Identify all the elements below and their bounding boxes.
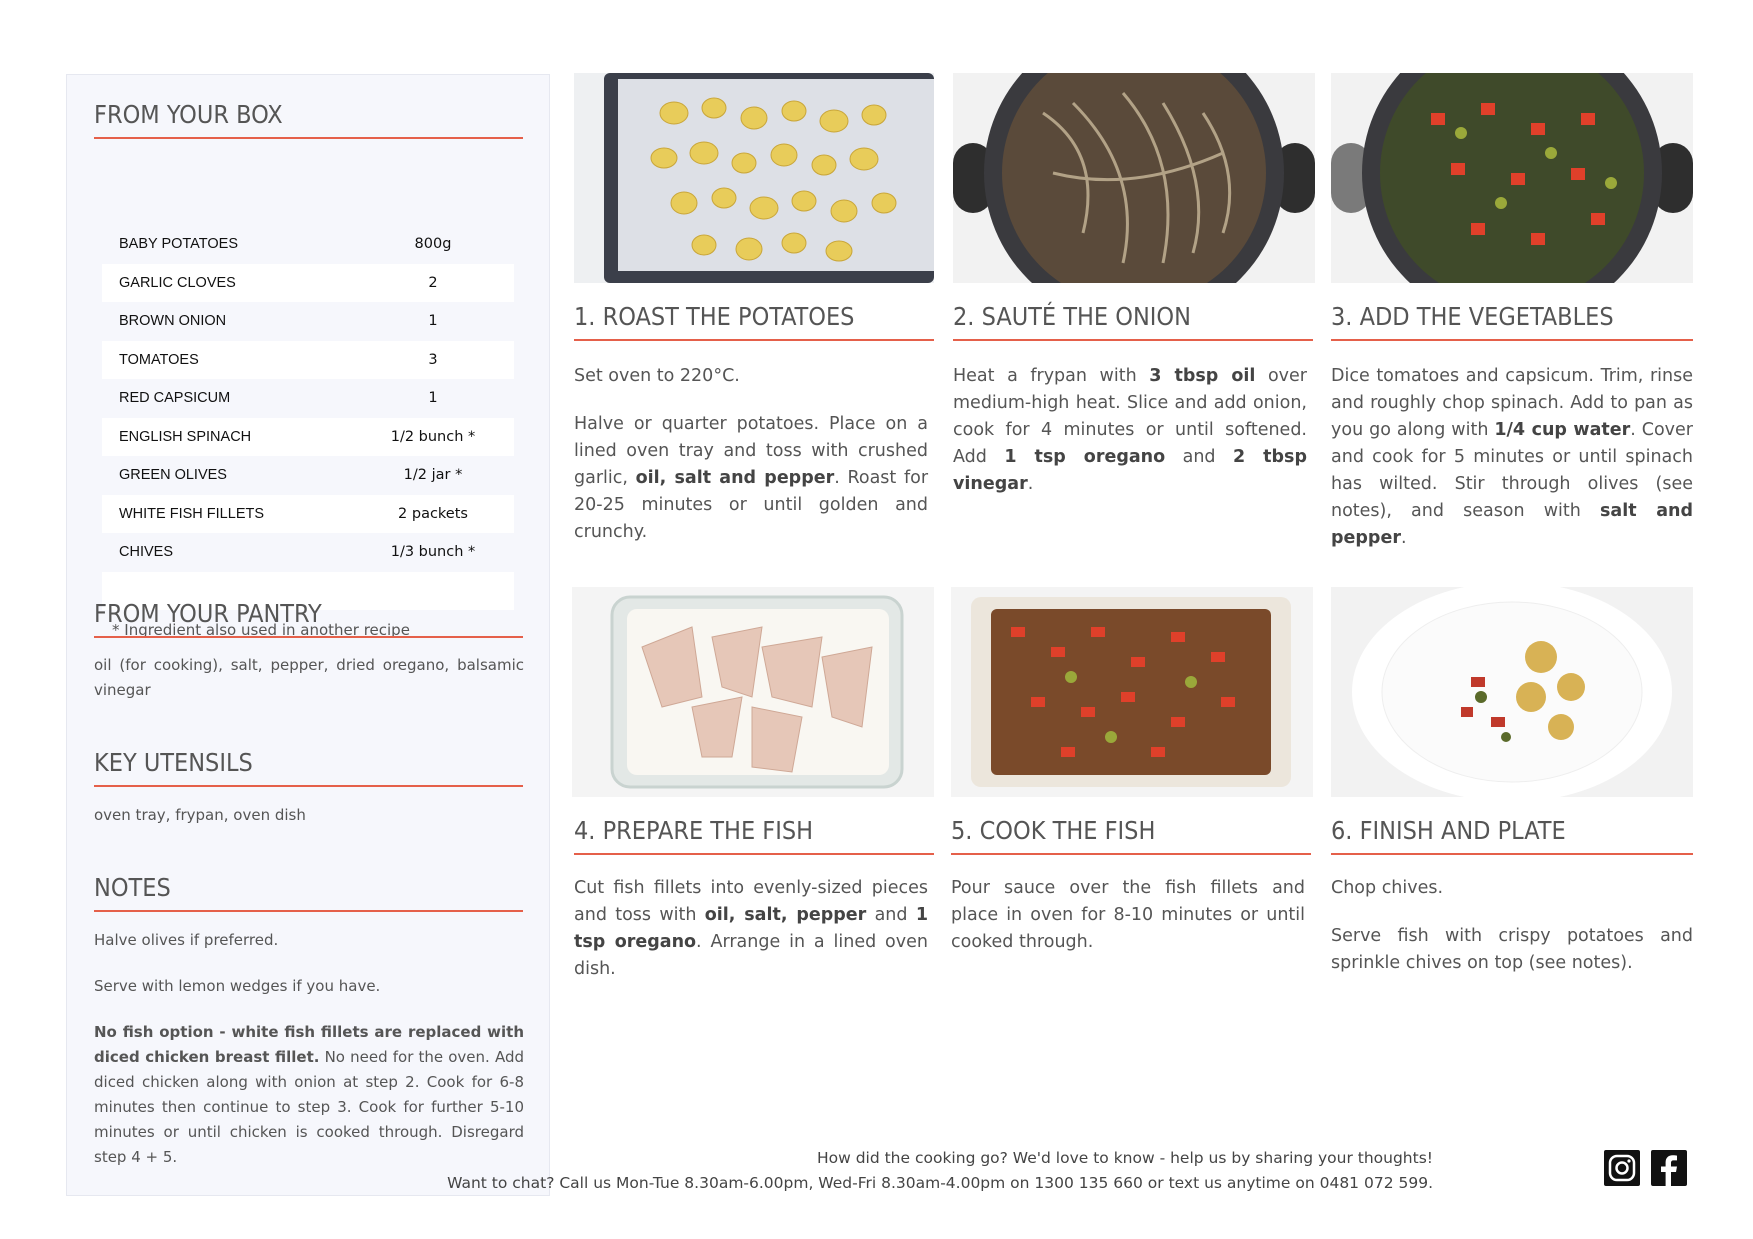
note-3-rest: No need for the oven. Add diced chicken along with onion at step 2. Cook for 6-8 minutes then continue to step 3. Cook for further 5-10 minutes or until chicken is cooked through. Disregard step 4 + 5. — [94, 1048, 524, 1166]
ingredient-row — [102, 264, 514, 303]
ingredient-row — [102, 341, 514, 380]
step-6-photo — [1331, 587, 1693, 797]
ingredient-quantity: 1/3 bunch * — [390, 544, 476, 561]
step-5-para-1: Pour sauce over the fish fillets and place in oven for 8-10 minutes or until cooked through. — [951, 878, 1305, 952]
ingredient-name: BROWN ONION — [119, 313, 227, 330]
step-4-text — [574, 875, 928, 1004]
step-2-text-e: and — [1165, 447, 1233, 467]
ingredient-quantity: 1/2 jar * — [403, 467, 463, 484]
key-utensils-title: KEY UTENSILS — [94, 749, 523, 787]
step-3-text-a: Dice tomatoes and capsicum. Trim, rinse and roughly chop spinach. Add to pan as you go along with — [1331, 366, 1693, 440]
ingredient-row — [102, 418, 514, 457]
ingredient-quantity: 1 — [428, 313, 438, 330]
step-2-photo — [953, 73, 1315, 283]
step-1-text-c: . Roast for 20-25 minutes or until golden and crunchy. — [574, 468, 929, 542]
step-1-text — [574, 363, 928, 567]
ingredient-name: WHITE FISH FILLETS — [119, 505, 265, 522]
step-2-para-1 — [953, 363, 1307, 498]
step-6-para-2: Serve fish with crispy potatoes and sprinkle chives on top (see notes). — [1331, 926, 1693, 973]
ingredient-name: CHIVES — [119, 544, 173, 561]
from-your-pantry-title: FROM YOUR PANTRY — [94, 600, 523, 638]
ingredient-row — [102, 379, 514, 418]
ingredient-quantity: 1/2 bunch * — [390, 428, 476, 445]
step-2-text-a: Heat a frypan with — [953, 366, 1150, 386]
ingredient-row — [102, 225, 514, 264]
note-2: Serve with lemon wedges if you have. — [94, 977, 381, 995]
step-4-text-b: oil, salt, pepper — [704, 905, 867, 925]
step-1-photo — [574, 73, 934, 283]
utensils-text: oven tray, frypan, oven dish — [94, 806, 306, 824]
ingredient-name: GREEN OLIVES — [119, 467, 227, 484]
ingredient-row — [102, 495, 514, 534]
note-1: Halve olives if preferred. — [94, 931, 279, 949]
step-6-text — [1331, 875, 1693, 998]
step-4-text-d: 1 tsp oregano — [574, 905, 928, 952]
ingredient-name: GARLIC CLOVES — [119, 274, 236, 291]
from-your-box-title: FROM YOUR BOX — [94, 101, 523, 139]
ingredient-quantity: 2 — [428, 274, 438, 291]
step-2-text-b: 3 tbsp oil — [1149, 366, 1256, 386]
step-5-title: 5. COOK THE FISH — [951, 817, 1311, 855]
ingredients-table — [102, 225, 514, 610]
step-1-text-a: Halve or quarter potatoes. Place on a lined oven tray and toss with crushed garlic, — [574, 414, 928, 488]
step-3-text-d: salt and pepper — [1331, 501, 1693, 548]
step-4-photo — [572, 587, 934, 797]
step-5-text — [951, 875, 1305, 977]
notes-text — [94, 928, 524, 1170]
step-4-title: 4. PREPARE THE FISH — [574, 817, 934, 855]
step-5-photo — [951, 587, 1313, 797]
step-2-title: 2. SAUTÉ THE ONION — [953, 303, 1313, 341]
step-2-text-g: . — [1027, 474, 1034, 494]
step-4-para-1 — [574, 875, 928, 983]
step-2-text — [953, 363, 1307, 519]
step-3-text-e: . — [1400, 528, 1407, 548]
step-4-text-e: . Arrange in a lined oven dish. — [574, 932, 928, 979]
facebook-icon[interactable] — [1651, 1150, 1687, 1186]
step-3-text-b: 1/4 cup water — [1494, 420, 1631, 440]
step-3-title: 3. ADD THE VEGETABLES — [1331, 303, 1693, 341]
note-3-bold: No fish option - white fish fillets are replaced with diced chicken breast fillet. — [94, 1023, 524, 1066]
step-6-title: 6. FINISH AND PLATE — [1331, 817, 1693, 855]
ingredient-name: ENGLISH SPINACH — [119, 428, 252, 445]
step-3-para-1 — [1331, 363, 1693, 552]
instagram-icon[interactable] — [1604, 1150, 1640, 1186]
step-2-text-d: 1 tsp oregano — [1004, 447, 1166, 467]
ingredient-row — [102, 302, 514, 341]
ingredient-quantity: 1 — [428, 390, 438, 407]
footer-feedback-text: How did the cooking go? We'd love to know - help us by sharing your thoughts! — [816, 1149, 1433, 1167]
step-1-title: 1. ROAST THE POTATOES — [574, 303, 934, 341]
step-6-para-1: Chop chives. — [1331, 878, 1444, 898]
note-3 — [94, 1020, 524, 1170]
ingredient-row — [102, 456, 514, 495]
ingredient-quantity: 2 packets — [398, 505, 468, 522]
ingredient-name: TOMATOES — [119, 351, 199, 368]
footer-contact-text: Want to chat? Call us Mon-Tue 8.30am-6.00pm, Wed-Fri 8.30am-4.00pm on 1300 135 660 or text us anytime on 0481 072 599. — [447, 1174, 1433, 1192]
step-2-text-c: over medium-high heat. Slice and add onion, cook for 4 minutes or until softened. Add — [953, 366, 1308, 467]
step-2-text-f: 2 tbsp vinegar — [953, 447, 1307, 494]
step-4-text-a: Cut fish fillets into evenly-sized pieces and toss with — [574, 878, 928, 925]
step-1-para-2 — [574, 411, 928, 546]
step-3-photo — [1331, 73, 1693, 283]
ingredient-name: BABY POTATOES — [119, 236, 238, 253]
step-3-text-c: . Cover and cook for 5 minutes or until spinach has wilted. Stir through olives (see notes), and season with — [1331, 420, 1693, 521]
step-3-text — [1331, 363, 1693, 573]
pantry-text: oil (for cooking), salt, pepper, dried oregano, balsamic vinegar — [94, 656, 524, 699]
step-1-text-b: oil, salt and pepper — [635, 468, 835, 488]
ingredient-footnote: * Ingredient also used in another recipe — [112, 621, 410, 639]
notes-title: NOTES — [94, 874, 523, 912]
ingredient-row — [102, 533, 514, 572]
step-4-text-c: and — [866, 905, 916, 925]
ingredients-sidebar — [66, 74, 550, 1196]
ingredient-quantity: 3 — [428, 351, 438, 368]
ingredient-quantity: 800g — [414, 236, 452, 253]
ingredient-name: RED CAPSICUM — [119, 390, 231, 407]
step-1-para-1: Set oven to 220°C. — [574, 366, 740, 386]
